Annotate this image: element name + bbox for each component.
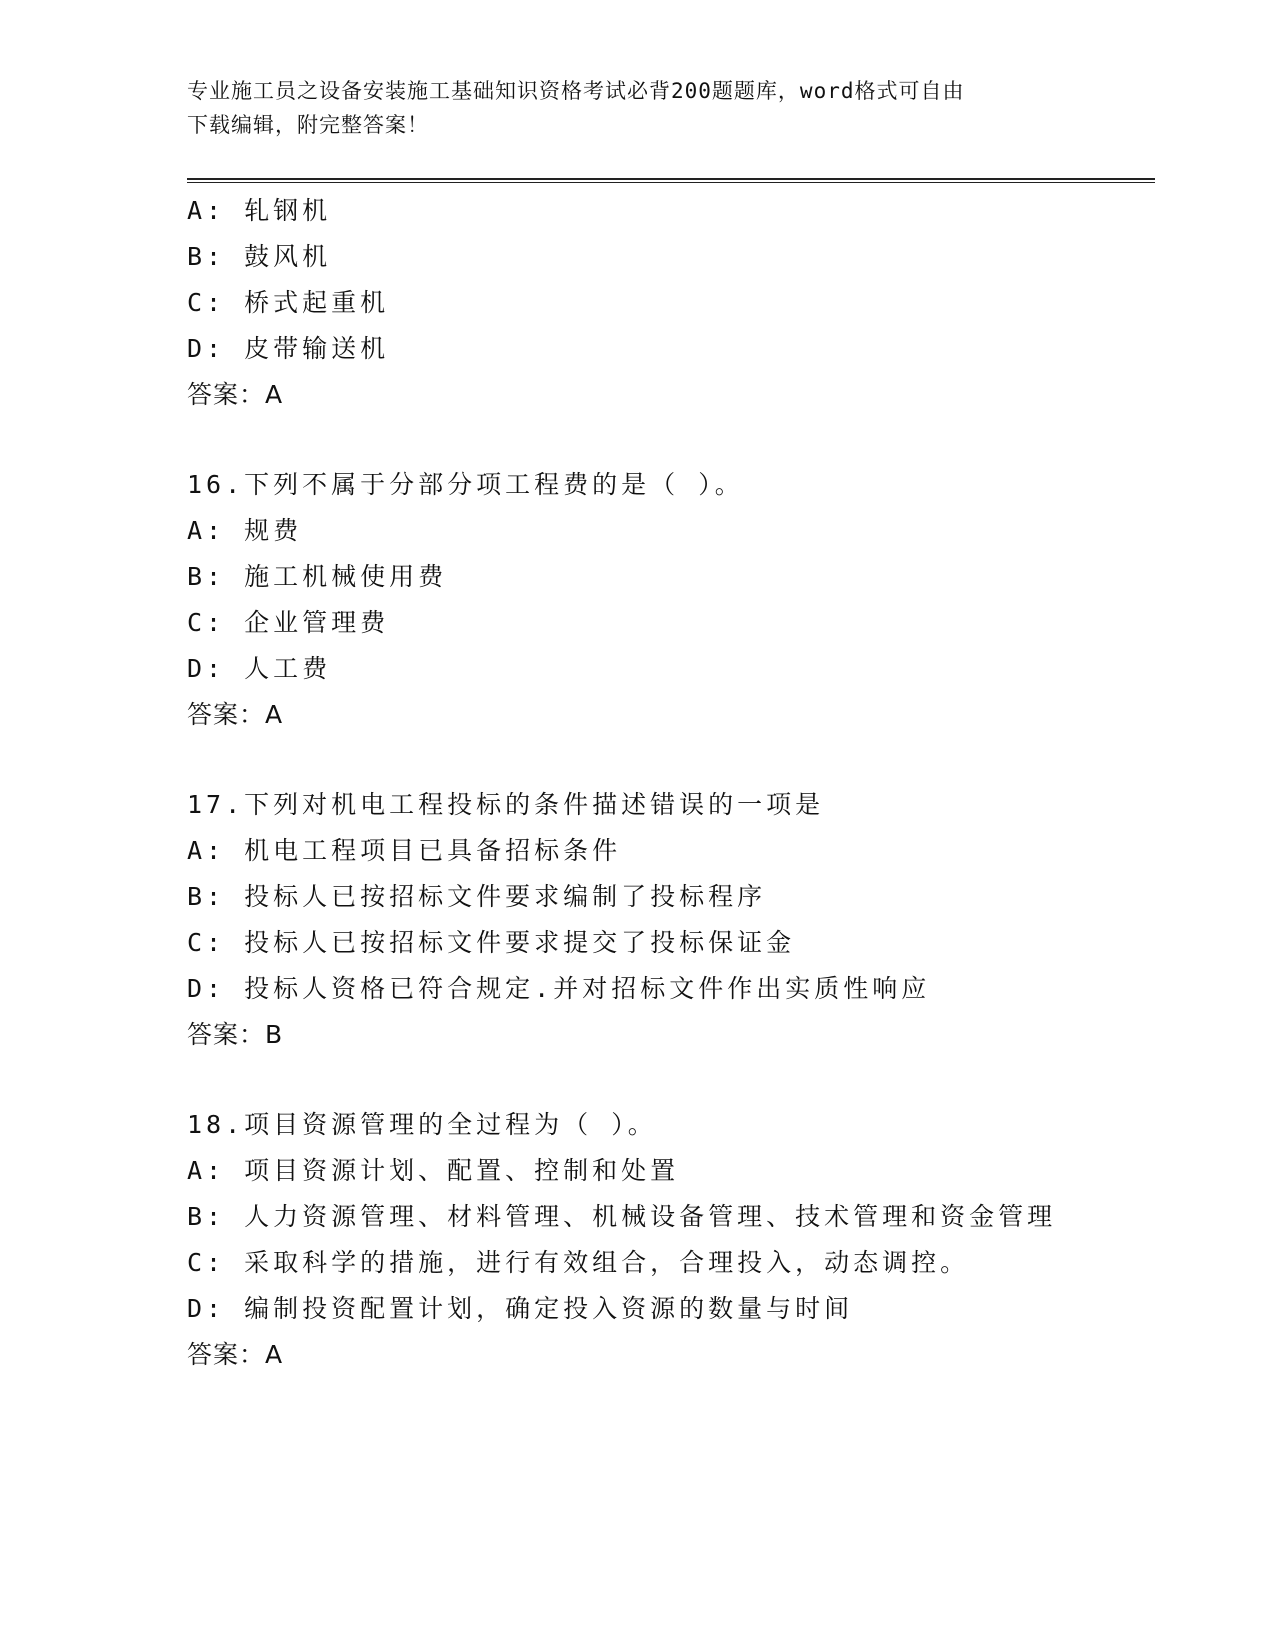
option-b: B: 鼓风机	[187, 242, 332, 271]
header-title-line-1: 专业施工员之设备安装施工基础知识资格考试必背200题题库，word格式可自由	[187, 79, 965, 103]
spacer	[187, 1058, 1155, 1102]
option-c: C: 企业管理费	[187, 608, 390, 637]
spacer	[187, 418, 1155, 462]
option-d: D: 编制投资配置计划，确定投入资源的数量与时间	[187, 1294, 854, 1323]
question-block-17	[187, 782, 1155, 1058]
spacer	[187, 738, 1155, 782]
option-a: A: 机电工程项目已具备招标条件	[187, 836, 622, 865]
answer-line: 答案：A	[187, 1340, 284, 1369]
option-c: C: 桥式起重机	[187, 288, 390, 317]
answer-line: 答案：B	[187, 1020, 284, 1049]
option-a: A: 规费	[187, 516, 303, 545]
option-b: B: 投标人已按招标文件要求编制了投标程序	[187, 882, 767, 911]
question-block-18	[187, 1102, 1155, 1378]
option-d: D: 皮带输送机	[187, 334, 390, 363]
header-title-line-2: 下载编辑，附完整答案！	[187, 113, 429, 137]
option-b: B: 施工机械使用费	[187, 562, 448, 591]
option-d: D: 投标人资格已符合规定.并对招标文件作出实质性响应	[187, 974, 931, 1003]
option-c: C: 采取科学的措施，进行有效组合，合理投入，动态调控。	[187, 1248, 970, 1277]
document-header	[187, 74, 1087, 142]
option-d: D: 人工费	[187, 654, 332, 683]
option-b: B: 人力资源管理、材料管理、机械设备管理、技术管理和资金管理	[187, 1202, 1057, 1231]
question-block-16	[187, 462, 1155, 738]
header-divider-thick	[187, 178, 1155, 180]
option-a: A: 轧钢机	[187, 196, 332, 225]
question-stem: 18.项目资源管理的全过程为（ ）。	[187, 1110, 657, 1139]
question-stem: 16.下列不属于分部分项工程费的是（ ）。	[187, 470, 744, 499]
question-stem: 17.下列对机电工程投标的条件描述错误的一项是	[187, 790, 825, 819]
question-block-15	[187, 188, 1155, 418]
answer-line: 答案：A	[187, 380, 284, 409]
option-a: A: 项目资源计划、配置、控制和处置	[187, 1156, 680, 1185]
question-list	[187, 188, 1155, 1378]
header-divider-thin	[187, 182, 1155, 183]
answer-line: 答案：A	[187, 700, 284, 729]
option-c: C: 投标人已按招标文件要求提交了投标保证金	[187, 928, 796, 957]
